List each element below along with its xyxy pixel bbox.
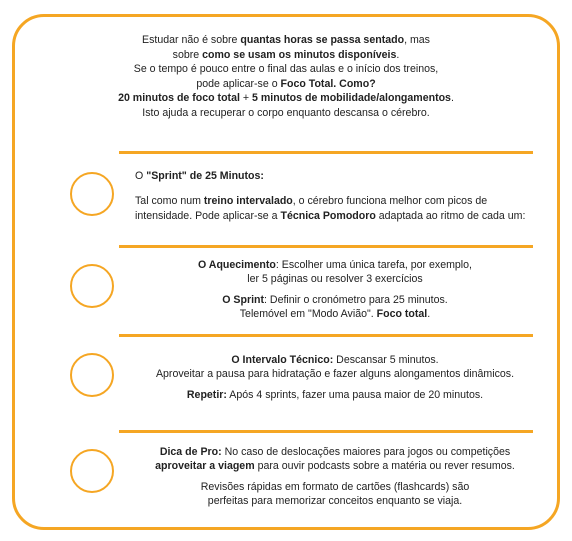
- intro-emphasis: 5 minutos de mobilidade/alongamentos: [252, 92, 451, 105]
- section-text: perfeitas para memorizar conceitos enquanto se viaja.: [207, 495, 463, 508]
- section-divider: [119, 151, 533, 154]
- intro-emphasis: como se usam os minutos disponíveis: [202, 48, 397, 61]
- intro-text-part: .: [396, 48, 400, 61]
- intro-text-part: , mas: [404, 34, 430, 46]
- section-emphasis: aproveitar a viagem: [155, 460, 255, 473]
- section-divider: [119, 334, 533, 337]
- intro-text: [15, 33, 557, 121]
- section-warmup: [135, 258, 535, 322]
- section-text: Descansar 5 minutos.: [333, 354, 439, 366]
- section-emphasis: Dica de Pro:: [159, 446, 222, 458]
- section-emphasis: treino intervalado: [203, 195, 293, 208]
- intro-text-part: sobre: [172, 48, 203, 61]
- section-text: Tal como num: [135, 195, 204, 208]
- section-text: .: [427, 308, 431, 321]
- section-divider: [119, 430, 533, 433]
- section-circle-icon: [70, 449, 114, 493]
- section-text: Revisões rápidas em formato de cartões (flashcards) são: [200, 480, 470, 493]
- section-text: Telemóvel em "Modo Avião".: [239, 308, 377, 321]
- section-emphasis: O Sprint: [222, 293, 265, 306]
- section-text: : Escolher uma única tarefa, por exemplo,: [275, 259, 472, 271]
- section-text: Após 4 sprints, fazer uma pausa maior de 20 minutos.: [226, 388, 484, 401]
- intro-line: Isto ajuda a recuperar o corpo enquanto descansa o cérebro.: [142, 106, 430, 119]
- section-emphasis: Foco total: [376, 308, 428, 321]
- intro-emphasis: 20 minutos de foco total: [118, 92, 240, 105]
- section-interval: [115, 353, 555, 402]
- section-title: "Sprint" de 25 Minutos:: [146, 170, 264, 182]
- section-circle-icon: [70, 353, 114, 397]
- intro-emphasis: quantas horas se passa sentado: [240, 34, 405, 46]
- section-text: adaptada ao ritmo de cada um:: [375, 209, 526, 222]
- section-sprint: [135, 169, 535, 223]
- intro-text-part: Estudar não é sobre: [142, 34, 241, 46]
- section-text: ler 5 páginas ou resolver 3 exercícios: [247, 273, 423, 286]
- section-tip: [115, 445, 555, 509]
- intro-text-part: +: [239, 92, 252, 105]
- info-card: [12, 14, 560, 530]
- section-circle-icon: [70, 172, 114, 216]
- section-text: No caso de deslocações maiores para jogos ou competições: [221, 446, 511, 458]
- section-text: para ouvir podcasts sobre a matéria ou rever resumos.: [254, 460, 515, 473]
- section-text: Aproveitar a pausa para hidratação e fazer alguns alongamentos dinâmicos.: [155, 368, 515, 381]
- section-emphasis: Repetir:: [186, 388, 227, 401]
- section-emphasis: Técnica Pomodoro: [280, 209, 376, 222]
- section-circle-icon: [70, 264, 114, 308]
- section-text: , o cérebro funciona melhor com picos de intensidade. Pode aplicar-se a: [135, 195, 488, 222]
- section-title-part: O: [135, 170, 147, 182]
- section-emphasis: O Aquecimento: [198, 259, 276, 271]
- section-emphasis: O Intervalo Técnico:: [231, 354, 334, 366]
- intro-emphasis: Foco Total. Como?: [280, 77, 376, 90]
- section-divider: [119, 245, 533, 248]
- section-text: : Definir o cronómetro para 25 minutos.: [264, 293, 448, 306]
- intro-text-part: .: [450, 92, 454, 105]
- intro-line: Se o tempo é pouco entre o final das aulas e o início dos treinos,: [133, 63, 439, 76]
- intro-text-part: pode aplicar-se o: [196, 77, 281, 90]
